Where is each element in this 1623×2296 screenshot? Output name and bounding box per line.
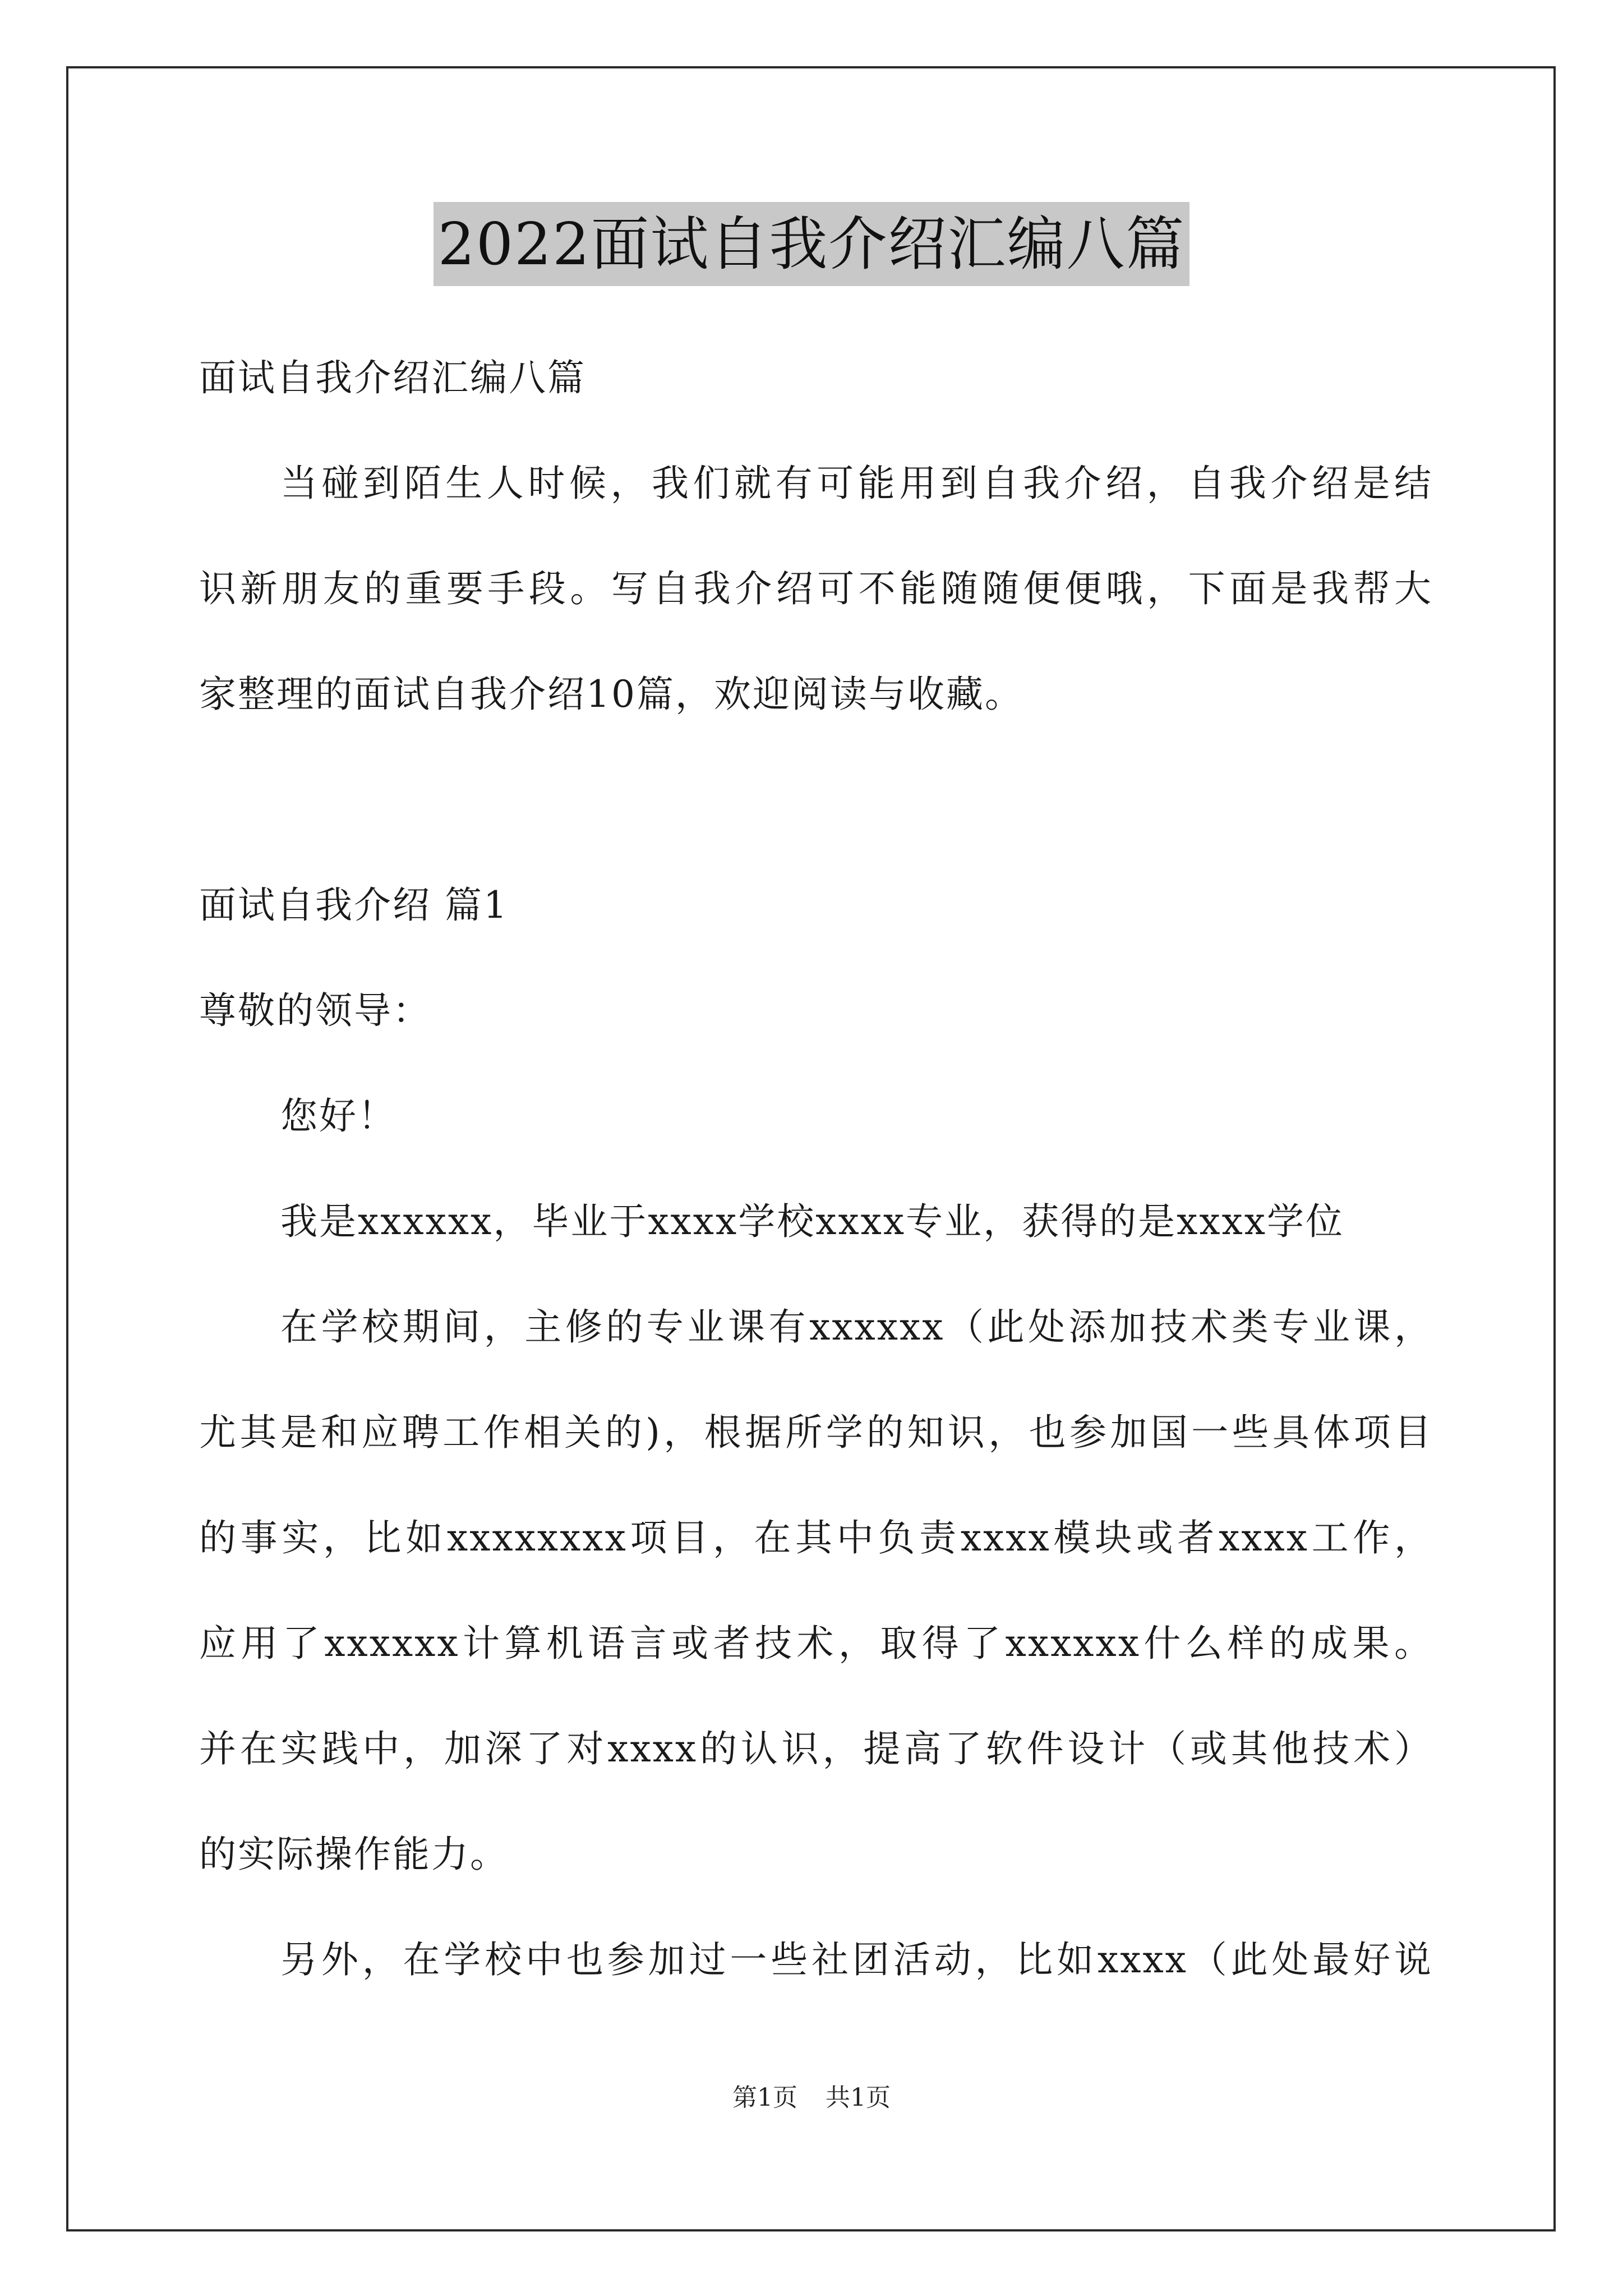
section-heading: 面试自我介绍 篇1	[199, 884, 509, 927]
document-title-container	[0, 202, 1623, 286]
paragraph-line: 的实际操作能力。	[199, 1833, 509, 1876]
paragraph-line: 家整理的面试自我介绍10篇，欢迎阅读与收藏。	[199, 673, 1023, 716]
page-number: 第1页	[732, 2083, 797, 2112]
paragraph-line: 我是xxxxxx，毕业于xxxx学校xxxx专业，获得的是xxxx学位	[280, 1200, 1344, 1243]
paragraph-line: 另外，在学校中也参加过一些社团活动，比如xxxx（此处最好说	[280, 1938, 1433, 1981]
paragraph-line: 应用了xxxxxx计算机语言或者技术，取得了xxxxxx什么样的成果。	[199, 1622, 1433, 1665]
page-total: 共1页	[826, 2083, 891, 2112]
greeting: 您好！	[280, 1094, 396, 1138]
blank-line	[199, 747, 1433, 853]
paragraph-line: 并在实践中，加深了对xxxx的认识，提高了软件设计（或其他技术）	[199, 1727, 1433, 1770]
document-body	[199, 325, 1433, 2013]
paragraph-line: 的事实，比如xxxxxxxx项目，在其中负责xxxx模块或者xxxx工作，	[199, 1516, 1433, 1559]
paragraph-line: 当碰到陌生人时候，我们就有可能用到自我介绍，自我介绍是结	[280, 462, 1433, 505]
paragraph-line: 面试自我介绍汇编八篇	[199, 356, 586, 399]
paragraph-line: 识新朋友的重要手段。写自我介绍可不能随随便便哦，下面是我帮大	[199, 567, 1433, 610]
salutation: 尊敬的领导：	[199, 989, 431, 1032]
document-title: 2022面试自我介绍汇编八篇	[434, 202, 1190, 286]
paragraph-line: 在学校期间，主修的专业课有xxxxxx（此处添加技术类专业课，	[280, 1305, 1433, 1349]
paragraph-line: 尤其是和应聘工作相关的)，根据所学的知识，也参加国一些具体项目	[199, 1411, 1433, 1454]
page-footer	[0, 2081, 1623, 2115]
